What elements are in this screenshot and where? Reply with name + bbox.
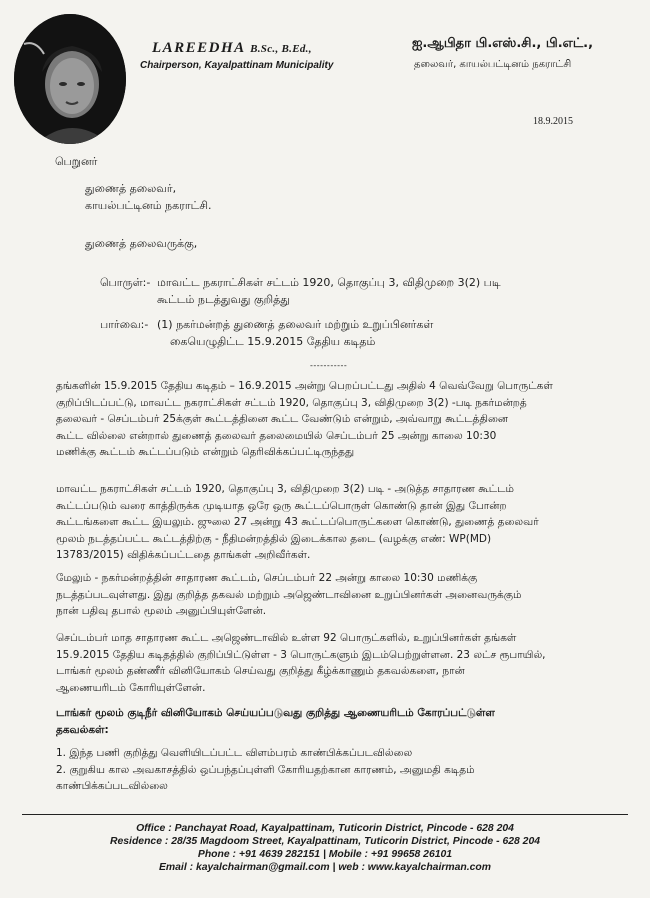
letterhead-title-tamil: தலைவர், காயல்பட்டினம் நகராட்சி xyxy=(414,59,572,70)
paragraph-4 xyxy=(56,630,546,696)
separator: ----------- xyxy=(310,361,348,370)
portrait-photo xyxy=(14,14,126,144)
from-label: பெறுனர் xyxy=(55,155,98,168)
footer-email: Email : kayalchairman@gmail.com | web : www.kayalchairman.com xyxy=(158,862,491,873)
paragraph-3 xyxy=(56,570,521,620)
letterhead-title-english: Chairperson, Kayalpattinam Municipality xyxy=(140,60,334,71)
paragraph-line: மணிக்கு கூட்டம் கூட்டப்படும் என்றும் தெரிவிக்கப்பட்டிருந்தது xyxy=(56,446,355,459)
recipient-title: துணைத் தலைவர், xyxy=(85,182,177,195)
paragraph-2 xyxy=(56,481,539,564)
info-list xyxy=(56,745,475,795)
paragraph-line: மேலும் - நகர்மன்றத்தின் சாதாரண கூட்டம், செப்டம்பர் 22 அன்று காலை 10:30 மணிக்கு xyxy=(56,572,478,584)
subject-line-2: கூட்டம் நடத்துவது குறித்து xyxy=(157,293,290,306)
paragraph-line: 15.9.2015 தேதிய கடிதத்தில் குறிப்பிட்டுள்ள - 3 பொருட்களும் இடம்பெற்றுள்ளன. 23 லட்ச ரூபாயில், xyxy=(56,648,546,661)
footer-residence: Residence : 28/35 Magdoom Street, Kayalpattinam, Tuticorin District, Pincode - 628 204 xyxy=(110,836,540,847)
name-english: LAREEDHA xyxy=(152,40,245,56)
footer-office: Office : Panchayat Road, Kayalpattinam, Tuticorin District, Pincode - 628 204 xyxy=(136,823,514,834)
paragraph-line: மூலம் நடத்தப்பட்ட கூட்டத்திற்கு - நீதிமன்றத்தில் இடைக்கால தடை (வழக்கு எண்: WP(MD) xyxy=(56,532,492,545)
paragraph-line: குறிப்பிடப்பட்டு, மாவட்ட நகராட்சிகள் சட்டம் 1920, தொகுப்பு 3, விதிமுறை 3(2) -படி நகர்மன்றத் xyxy=(56,396,527,409)
reference-label: பார்வை:- xyxy=(100,318,149,331)
paragraph-1 xyxy=(56,378,553,461)
greeting: துணைத் தலைவருக்கு, xyxy=(85,237,198,250)
paragraph-line: செப்டம்பர் மாத சாதாரண கூட்ட அஜெண்டாவில் உள்ள 92 பொருட்களில், உறுப்பினர்கள் தங்கள் xyxy=(56,632,517,644)
info-heading-line: தகவல்கள்: xyxy=(56,723,109,736)
degrees-english: B.Sc., B.Ed., xyxy=(250,43,312,55)
recipient-office: காயல்பட்டினம் நகராட்சி. xyxy=(85,199,212,212)
info-heading xyxy=(56,705,495,738)
paragraph-line: டாங்கர் மூலம் தண்ணீர் வினியோகம் செய்வது குறித்து கீழ்க்காணும் தகவல்களை, நான் xyxy=(56,665,465,678)
chairperson-portrait xyxy=(14,14,126,144)
reference-line-2: கையெழுதிட்ட 15.9.2015 தேதிய கடிதம் xyxy=(170,335,376,348)
footer-divider xyxy=(22,814,628,815)
paragraph-line: கூட்ட வில்லை என்றால் துணைத் தலைவர் தலைமையில் செப்டம்பர் 25 அன்று காலை 10:30 xyxy=(56,429,497,442)
paragraph-line: மாவட்ட நகராட்சிகள் சட்டம் 1920, தொகுப்பு 3, விதிமுறை 3(2) படி - அடுத்த சாதாரண கூட்டம் xyxy=(56,483,514,495)
paragraph-line: தங்களின் 15.9.2015 தேதிய கடிதம் – 16.9.2015 அன்று பெறப்பட்டது அதில் 4 வெவ்வேறு பொருட்கள் xyxy=(56,380,553,392)
info-item: காண்பிக்கப்படவில்லை xyxy=(56,780,168,793)
reference-line-1: (1) நகர்மன்றத் துணைத் தலைவர் மற்றும் உறுப்பினர்கள் xyxy=(157,318,434,331)
info-heading-line: டாங்கர் மூலம் குடிநீர் வினியோகம் செய்யப்படுவது குறித்து ஆணையரிடம் கோரப்பட்டுள்ள xyxy=(56,707,495,719)
letter-date: 18.9.2015 xyxy=(533,116,573,127)
letterhead-name-english xyxy=(152,40,312,57)
paragraph-line: தலைவர் - செப்டம்பர் 25க்குள் கூட்டத்தினை கூட்ட வேண்டும் என்றும், அவ்வாறு கூட்டத்தினை xyxy=(56,413,509,426)
paragraph-line: 13783/2015) விதிக்கப்பட்டதை தாங்கள் அறிவீர்கள். xyxy=(56,549,311,562)
subject-label: பொருள்:- xyxy=(100,276,151,289)
paragraph-line: கூட்டங்களை கூட்ட இயலும். ஜுலை 27 அன்று 43 கூட்டப்பொருட்களை கொண்டு, துணைத் தலைவர் xyxy=(56,516,539,529)
paragraph-line: நான் பதிவு தபால் மூலம் அனுப்பியுள்ளேன். xyxy=(56,605,267,618)
footer-phone: Phone : +91 4639 282151 | Mobile : +91 99658 26101 xyxy=(197,849,453,860)
letterhead-name-tamil: ஐ.ஆபிதா பி.எஸ்.சி., பி.எட்., xyxy=(412,36,594,51)
paragraph-line: நடத்தப்படவுள்ளது. இது குறித்த தகவல் மற்றும் அஜெண்டாவினை உறுப்பினர்கள் அனைவருக்கும் xyxy=(56,588,522,601)
paragraph-line: கூட்டப்படும் வரை காத்திருக்க முடியாத ஒரே ஒரு கூட்டப்பொருள் கொண்டு தான் இது போன்ற xyxy=(56,499,507,512)
info-item: 1. இந்த பணி குறித்து வெளியிடப்பட்ட விளம்பரம் காண்பிக்கப்படவில்லை xyxy=(56,747,413,759)
info-item: 2. குறுகிய கால அவகாசத்தில் ஒப்பந்தப்புள்ளி கோரியதற்கான காரணம், அனுமதி கடிதம் xyxy=(56,763,475,776)
subject-line-1: மாவட்ட நகராட்சிகள் சட்டம் 1920, தொகுப்பு 3, விதிமுறை 3(2) படி xyxy=(157,276,501,289)
paragraph-line: ஆணையரிடம் கோரியுள்ளேன். xyxy=(56,681,206,694)
